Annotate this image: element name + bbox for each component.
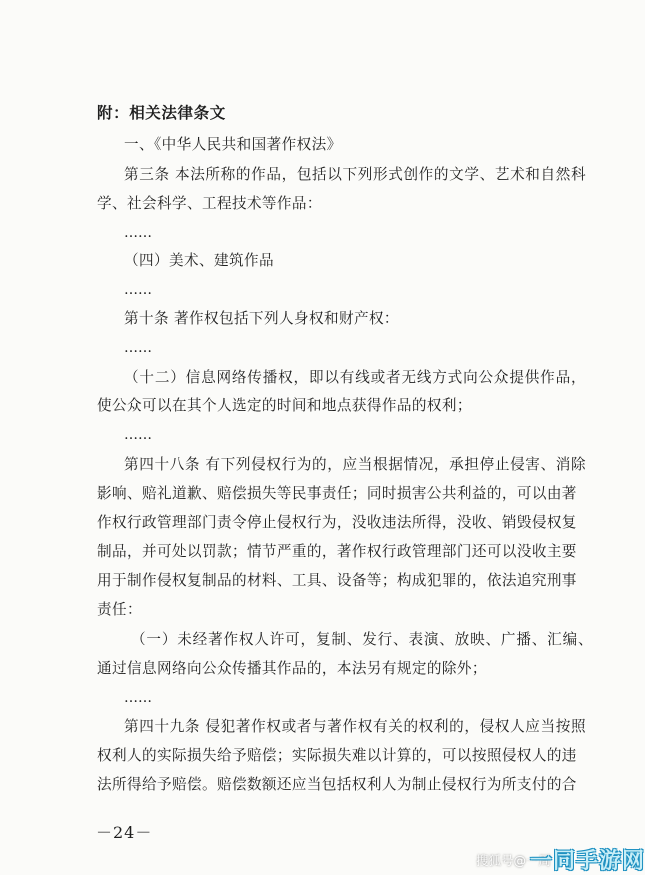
watermark-brand-logo: 一同手游网 — [530, 849, 645, 874]
ellipsis: …… — [124, 225, 152, 241]
ellipsis: …… — [124, 282, 152, 298]
article-3-line-1: 第三条 本法所称的作品，包括以下列形式创作的文学、艺术和自然科 — [124, 166, 586, 183]
article-48-line-5: 用于制作侵权复制品的材料、工具、设备等；构成犯罪的，依法追究刑事 — [97, 572, 577, 589]
article-49-line-1: 第四十九条 侵犯著作权或者与著作权有关的权利的，侵权人应当按照 — [124, 718, 586, 735]
appendix-heading: 附：相关法律条文 — [97, 104, 226, 122]
ellipsis: …… — [124, 340, 152, 356]
article-3-line-2: 学、社会科学、工程技术等作品： — [97, 195, 322, 212]
clause-1-line-1: （一）未经著作权人许可，复制、发行、表演、放映、广播、汇编、 — [131, 631, 593, 648]
clause-12-line-2: 使公众可以在其个人选定的时间和地点获得作品的权利； — [97, 397, 472, 414]
ellipsis: …… — [124, 690, 152, 706]
law-title: 一、《中华人民共和国著作权法》 — [124, 136, 342, 153]
article-10: 第十条 著作权包括下列人身权和财产权： — [124, 310, 399, 327]
article-48-line-6: 责任： — [97, 601, 142, 618]
watermark-source: 搜狐号@一周 — [476, 853, 552, 868]
watermark — [466, 846, 645, 874]
ellipsis: …… — [124, 427, 152, 443]
page-number: －24－ — [96, 823, 153, 842]
clause-4-art-works: （四）美术、建筑作品 — [124, 252, 274, 269]
article-49-line-3: 法所得给予赔偿。赔偿数额还应当包括权利人为制止侵权行为所支付的合 — [97, 776, 577, 793]
article-48-line-3: 作权行政管理部门责令停止侵权行为，没收违法所得，没收、销毁侵权复 — [97, 514, 577, 531]
clause-1-line-2: 通过信息网络向公众传播其作品的，本法另有规定的除外； — [97, 660, 487, 677]
clause-12-line-1: （十二）信息网络传播权，即以有线或者无线方式向公众提供作品， — [124, 369, 586, 386]
article-48-line-2: 影响、赔礼道歉、赔偿损失等民事责任；同时损害公共利益的，可以由著 — [97, 485, 577, 502]
article-48-line-4: 制品，并可处以罚款；情节严重的，著作权行政管理部门还可以没收主要 — [97, 543, 577, 560]
article-48-line-1: 第四十八条 有下列侵权行为的，应当根据情况，承担停止侵害、消除 — [124, 456, 586, 473]
article-49-line-2: 权利人的实际损失给予赔偿；实际损失难以计算的，可以按照侵权人的违 — [97, 747, 577, 764]
